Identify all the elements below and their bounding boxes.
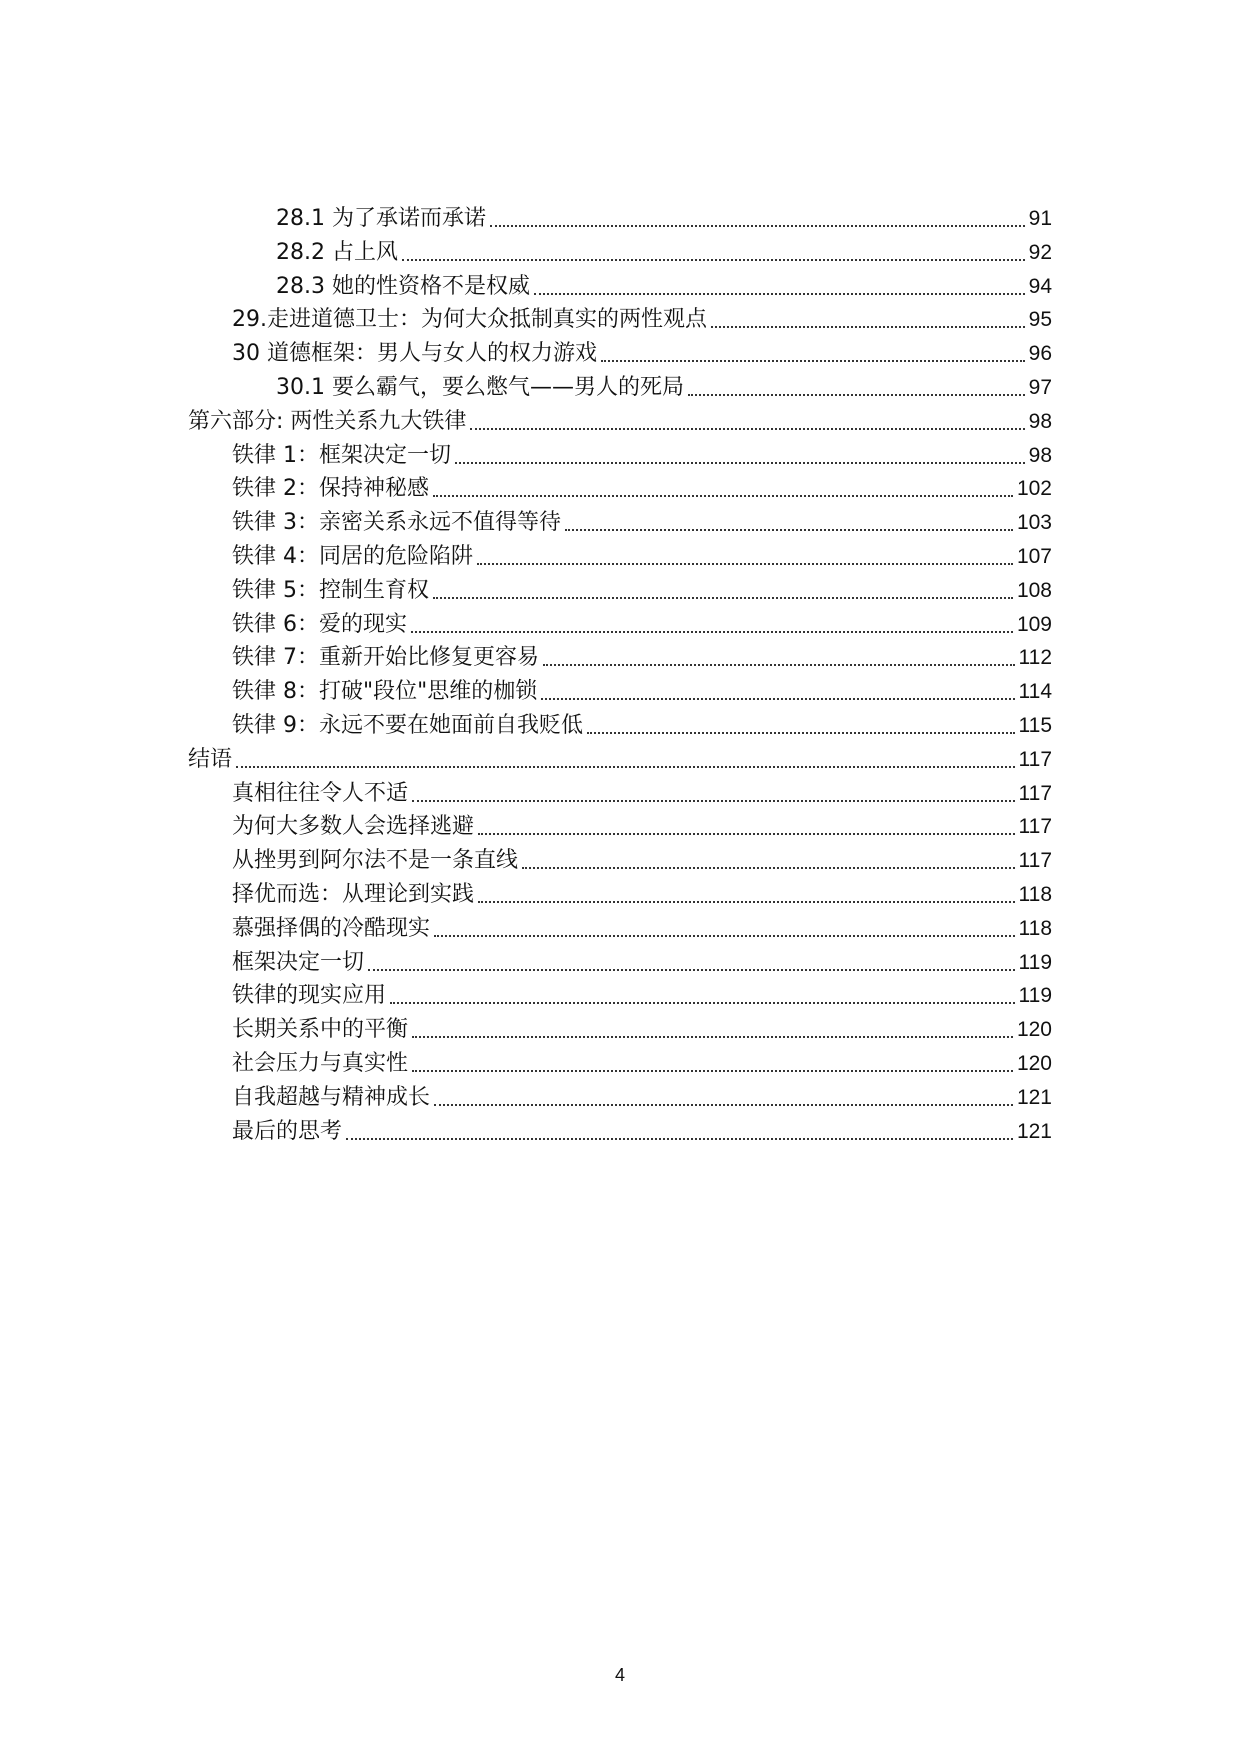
toc-dot-leader bbox=[522, 867, 1015, 869]
toc-dot-leader bbox=[711, 326, 1025, 328]
toc-entry-page: 97 bbox=[1028, 376, 1052, 399]
toc-entry-page: 108 bbox=[1016, 578, 1052, 602]
toc-dot-leader bbox=[402, 259, 1025, 261]
toc-entry-title: 自我超越与精神成长 bbox=[232, 1084, 431, 1110]
toc-dot-leader bbox=[470, 428, 1024, 430]
toc-dot-leader bbox=[346, 1138, 1013, 1140]
toc-dot-leader bbox=[541, 698, 1014, 700]
toc-entry-title: 第六部分: 两性关系九大铁律 bbox=[188, 408, 467, 434]
toc-entry-page: 117 bbox=[1018, 747, 1052, 771]
toc-entry[interactable] bbox=[232, 299, 1052, 333]
page-number: 4 bbox=[614, 1665, 625, 1685]
toc-entry-title: 28.3 她的性资格不是权威 bbox=[276, 273, 530, 299]
toc-entry-title: 结语 bbox=[188, 746, 233, 772]
toc-entry[interactable] bbox=[232, 468, 1052, 502]
toc-entry-title: 铁律 1：框架决定一切 bbox=[232, 442, 451, 468]
toc-entry-page: 96 bbox=[1028, 342, 1052, 366]
toc-entry[interactable] bbox=[232, 570, 1052, 604]
toc-entry-page: 121 bbox=[1016, 1085, 1052, 1109]
toc-entry-page: 120 bbox=[1016, 1018, 1052, 1042]
toc-dot-leader bbox=[543, 664, 1015, 666]
toc-entry-title: 社会压力与真实性 bbox=[232, 1051, 409, 1076]
toc-entry[interactable] bbox=[232, 502, 1052, 536]
toc-dot-leader bbox=[434, 1104, 1013, 1106]
toc-entry-title: 30 道德框架：男人与女人的权力游戏 bbox=[232, 341, 597, 367]
toc-entry-page: 98 bbox=[1028, 443, 1052, 467]
toc-dot-leader bbox=[478, 901, 1015, 903]
toc-entry-title: 为何大多数人会选择逃避 bbox=[232, 814, 475, 840]
toc-dot-leader bbox=[412, 1070, 1013, 1072]
toc-entry[interactable] bbox=[232, 637, 1052, 671]
toc-entry-title: 铁律 3：亲密关系永远不值得等待 bbox=[232, 510, 561, 536]
toc-entry-page: 107 bbox=[1016, 545, 1052, 568]
toc-entry-title: 最后的思考 bbox=[232, 1118, 343, 1144]
toc-dot-leader bbox=[455, 462, 1025, 464]
toc-entry-page: 98 bbox=[1028, 409, 1052, 433]
toc-entry-title: 28.2 占上风 bbox=[276, 239, 398, 265]
toc-entry-title: 铁律 9：永远不要在她面前自我贬低 bbox=[232, 713, 583, 738]
toc-entry-page: 95 bbox=[1028, 308, 1052, 332]
toc-entry[interactable] bbox=[232, 942, 1052, 976]
toc-entry[interactable] bbox=[276, 367, 1052, 401]
toc-dot-leader bbox=[490, 225, 1025, 227]
toc-entry[interactable] bbox=[232, 435, 1052, 469]
toc-entry-page: 102 bbox=[1016, 477, 1052, 501]
toc-entry-page: 112 bbox=[1018, 646, 1052, 670]
toc-entry[interactable] bbox=[232, 1009, 1052, 1043]
toc-dot-leader bbox=[236, 766, 1015, 768]
toc-entry-page: 117 bbox=[1018, 815, 1052, 839]
toc-dot-leader bbox=[433, 495, 1013, 497]
toc-entry-title: 真相往往令人不适 bbox=[232, 780, 409, 806]
toc-dot-leader bbox=[412, 1036, 1013, 1038]
toc-dot-leader bbox=[411, 631, 1013, 633]
toc-entry[interactable] bbox=[232, 773, 1052, 807]
toc-dot-leader bbox=[587, 732, 1015, 734]
toc-entry[interactable] bbox=[232, 975, 1052, 1009]
toc-entry[interactable] bbox=[232, 604, 1052, 638]
toc-entry[interactable] bbox=[188, 739, 1052, 773]
toc-entry[interactable] bbox=[232, 840, 1052, 874]
toc-entry[interactable] bbox=[232, 1111, 1052, 1145]
toc-dot-leader bbox=[412, 800, 1015, 802]
toc-entry-title: 铁律 5：控制生育权 bbox=[232, 577, 429, 603]
toc-dot-leader bbox=[477, 563, 1013, 565]
toc-dot-leader bbox=[478, 833, 1015, 835]
toc-entry-page: 91 bbox=[1028, 207, 1052, 230]
toc-entry-title: 从挫男到阿尔法不是一条直线 bbox=[232, 848, 519, 874]
toc-entry[interactable] bbox=[232, 671, 1052, 705]
toc-entry-page: 119 bbox=[1018, 950, 1052, 974]
toc-entry-title: 铁律 7：重新开始比修复更容易 bbox=[232, 645, 539, 671]
toc-entry[interactable] bbox=[232, 806, 1052, 840]
toc-dot-leader bbox=[434, 935, 1015, 937]
toc-entry[interactable] bbox=[276, 232, 1052, 266]
toc-entry-title: 铁律 4：同居的危险陷阱 bbox=[232, 544, 473, 569]
toc-dot-leader bbox=[534, 293, 1025, 295]
toc-entry-title: 28.1 为了承诺而承诺 bbox=[276, 206, 486, 231]
toc-dot-leader bbox=[390, 1002, 1015, 1004]
toc-entry[interactable] bbox=[232, 536, 1052, 570]
toc-entry[interactable] bbox=[232, 908, 1052, 942]
toc-entry-page: 120 bbox=[1016, 1052, 1052, 1075]
toc-entry[interactable] bbox=[188, 401, 1052, 435]
toc-entry-page: 114 bbox=[1018, 680, 1052, 704]
toc-dot-leader bbox=[368, 969, 1015, 971]
toc-entry-page: 109 bbox=[1016, 612, 1052, 636]
toc-dot-leader bbox=[688, 394, 1025, 396]
toc-entry-title: 长期关系中的平衡 bbox=[232, 1017, 409, 1043]
toc-entry-title: 铁律的现实应用 bbox=[232, 983, 387, 1009]
toc-entry-title: 铁律 6：爱的现实 bbox=[232, 611, 407, 637]
toc-entry[interactable] bbox=[232, 705, 1052, 739]
toc-entry-page: 117 bbox=[1018, 849, 1052, 873]
toc-entry-title: 慕强择偶的冷酷现实 bbox=[232, 915, 431, 941]
toc-entry[interactable] bbox=[276, 266, 1052, 300]
toc-entry-title: 铁律 2：保持神秘感 bbox=[232, 476, 429, 502]
toc-dot-leader bbox=[565, 529, 1013, 531]
toc-entry-title: 铁律 8：打破"段位"思维的枷锁 bbox=[232, 679, 538, 705]
toc-entry-page: 92 bbox=[1028, 240, 1052, 264]
toc-entry-page: 117 bbox=[1018, 781, 1052, 805]
toc-entry-title: 择优而选：从理论到实践 bbox=[232, 882, 475, 907]
toc-entry-page: 118 bbox=[1018, 916, 1052, 940]
toc-entry-title: 框架决定一切 bbox=[232, 949, 365, 975]
toc-entry[interactable] bbox=[232, 874, 1052, 908]
toc-entry-page: 119 bbox=[1018, 984, 1052, 1008]
toc-entry[interactable] bbox=[232, 1043, 1052, 1077]
toc-entry-page: 118 bbox=[1018, 883, 1052, 906]
toc-entry-page: 115 bbox=[1018, 714, 1052, 737]
toc-entry-title: 29.走进道德卫士：为何大众抵制真实的两性观点 bbox=[232, 307, 707, 333]
toc-entry[interactable] bbox=[232, 1077, 1052, 1111]
toc-dot-leader bbox=[601, 360, 1025, 362]
toc-entry-page: 94 bbox=[1028, 274, 1052, 298]
toc-entry-title: 30.1 要么霸气，要么憋气——男人的死局 bbox=[276, 375, 684, 400]
toc-entry[interactable] bbox=[276, 198, 1052, 232]
toc-entry[interactable] bbox=[232, 333, 1052, 367]
toc-dot-leader bbox=[433, 597, 1013, 599]
toc-entry-page: 121 bbox=[1016, 1119, 1052, 1143]
toc-entry-page: 103 bbox=[1016, 511, 1052, 535]
